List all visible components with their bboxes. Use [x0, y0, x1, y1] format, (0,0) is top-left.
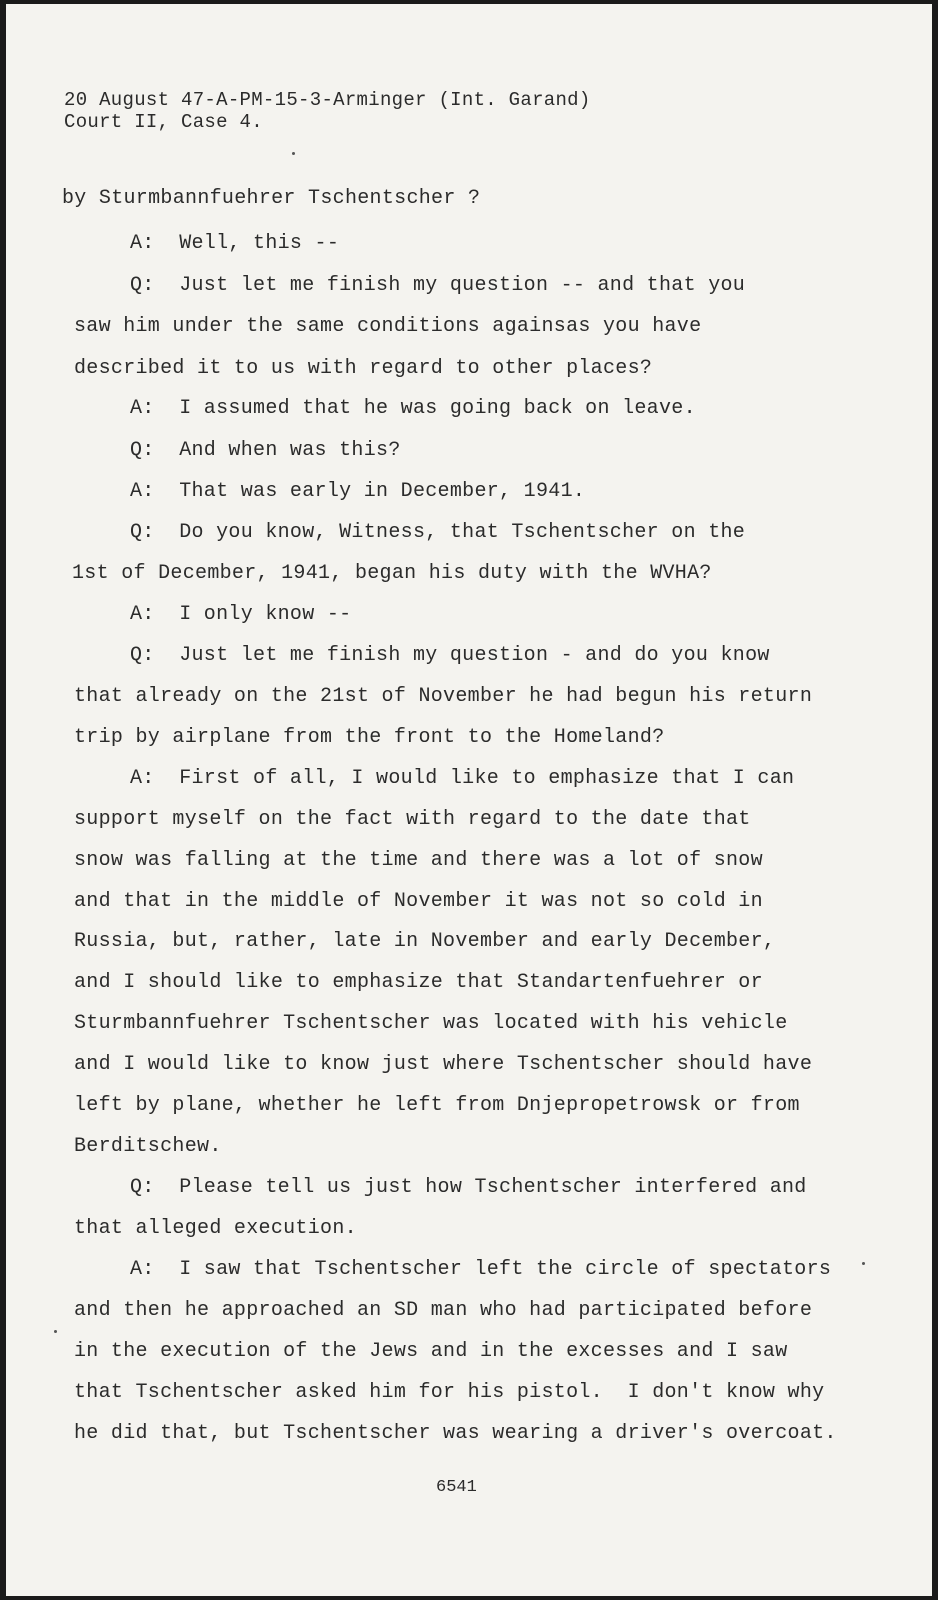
text-line: A: First of all, I would like to emphasize that I can — [130, 767, 795, 790]
header-line-2: Court II, Case 4. — [64, 111, 263, 133]
text-line: and I should like to emphasize that Standartenfuehrer or — [74, 971, 763, 994]
paper-speck — [292, 152, 295, 155]
text-line: and I would like to know just where Tschentscher should have — [74, 1053, 813, 1076]
text-line: that Tschentscher asked him for his pistol. I don't know why — [74, 1381, 825, 1404]
page-number: 6541 — [436, 1478, 477, 1497]
text-line: and that in the middle of November it was not so cold in — [74, 890, 763, 913]
text-line: saw him under the same conditions againsas you have — [74, 315, 702, 338]
text-line: 1st of December, 1941, began his duty with the WVHA? — [72, 562, 712, 585]
text-line: described it to us with regard to other places? — [74, 357, 653, 380]
text-line: Sturmbannfuehrer Tschentscher was located with his vehicle — [74, 1012, 788, 1035]
text-line: Russia, but, rather, late in November and early December, — [74, 930, 776, 953]
text-line: A: Well, this -- — [130, 232, 340, 255]
header-line-1: 20 August 47-A-PM-15-3-Arminger (Int. Garand) — [64, 89, 591, 111]
text-line: and then he approached an SD man who had participated before — [74, 1299, 813, 1322]
document-page — [6, 4, 932, 1596]
text-line: Q: Please tell us just how Tschentscher interfered and — [130, 1176, 807, 1199]
text-line: trip by airplane from the front to the Homeland? — [74, 726, 665, 749]
text-line: Q: And when was this? — [130, 439, 401, 462]
text-line: A: I only know -- — [130, 603, 352, 626]
text-line: A: I saw that Tschentscher left the circle of spectators — [130, 1258, 832, 1281]
text-line: Berditschew. — [74, 1135, 222, 1158]
text-line: in the execution of the Jews and in the excesses and I saw — [74, 1340, 788, 1363]
paper-speck — [54, 1330, 57, 1333]
text-line: by Sturmbannfuehrer Tschentscher ? — [62, 187, 481, 210]
text-line: support myself on the fact with regard to the date that — [74, 808, 751, 831]
text-line: A: I assumed that he was going back on leave. — [130, 397, 696, 420]
text-line: snow was falling at the time and there was a lot of snow — [74, 849, 763, 872]
text-line: Q: Just let me finish my question -- and that you — [130, 274, 746, 297]
paper-speck — [862, 1262, 865, 1265]
text-line: A: That was early in December, 1941. — [130, 480, 586, 503]
text-line: he did that, but Tschentscher was wearing a driver's overcoat. — [74, 1422, 837, 1445]
text-line: Q: Just let me finish my question - and do you know — [130, 644, 770, 667]
text-line: Q: Do you know, Witness, that Tschentscher on the — [130, 521, 746, 544]
text-line: left by plane, whether he left from Dnjepropetrowsk or from — [74, 1094, 800, 1117]
text-line: that alleged execution. — [74, 1217, 357, 1240]
text-line: that already on the 21st of November he had begun his return — [74, 685, 813, 708]
